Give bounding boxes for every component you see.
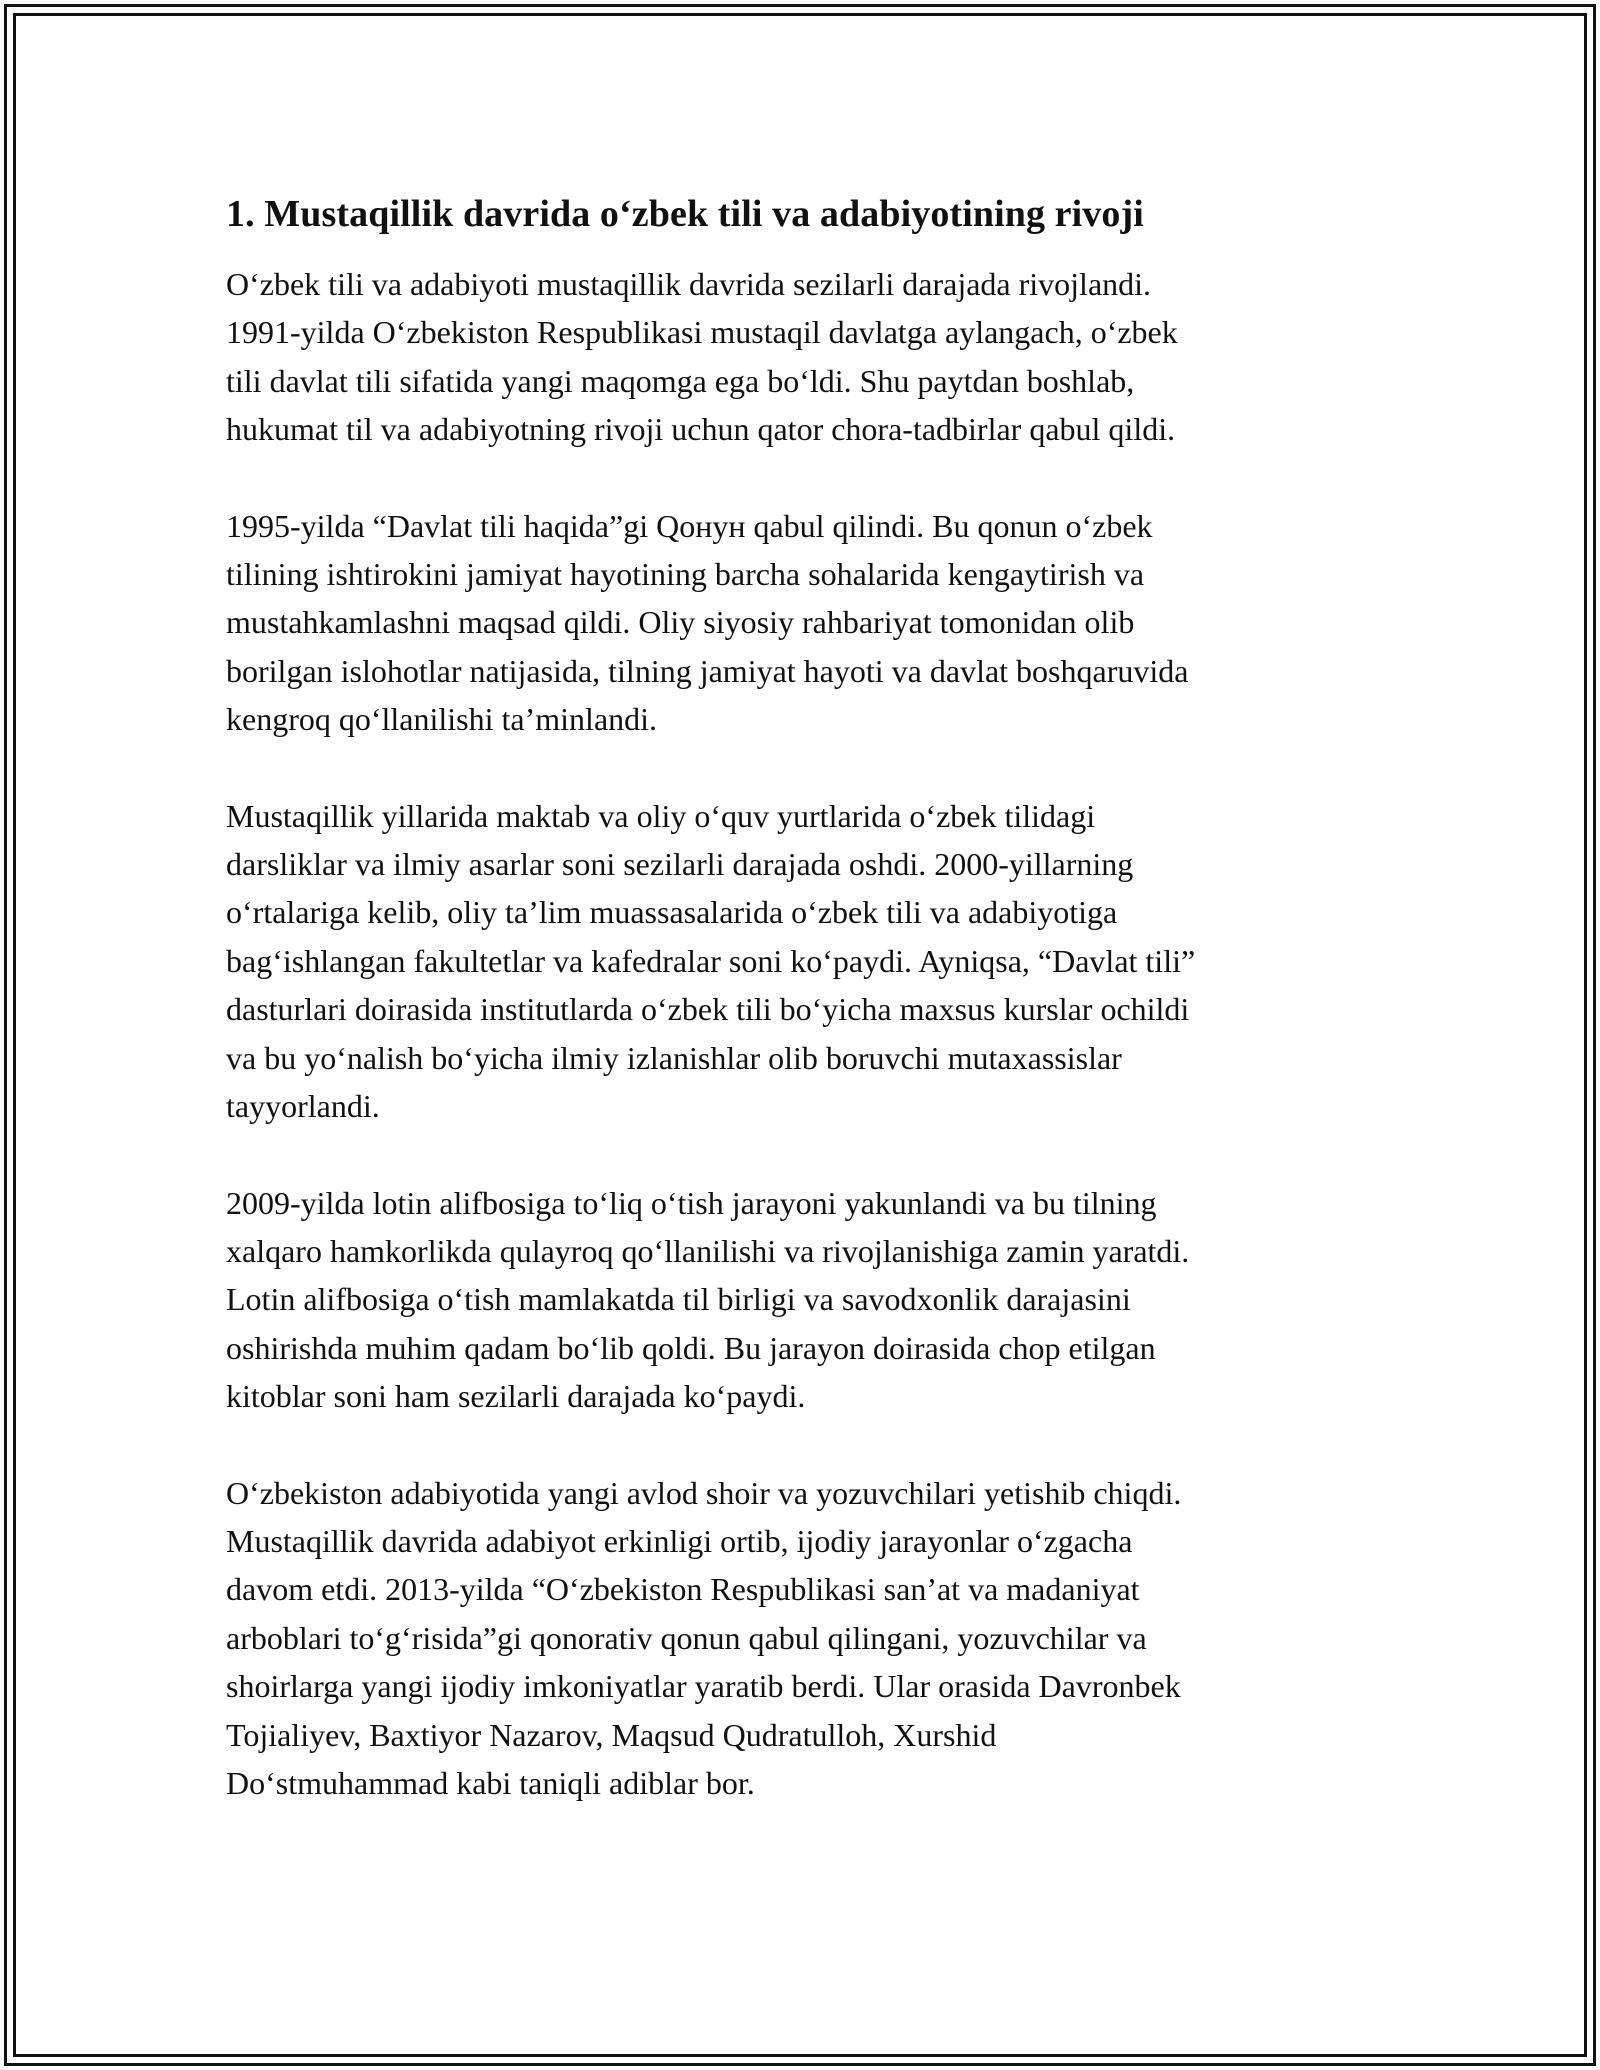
paragraph-1 <box>226 260 1366 454</box>
paragraph-line: Lotin alifbosiga o‘tish mamlakatda til birligi va savodxonlik darajasini <box>226 1281 1131 1318</box>
paragraph-line: tayyorlandi. <box>226 1088 380 1125</box>
paragraph-line: Do‘stmuhammad kabi taniqli adiblar bor. <box>226 1764 755 1801</box>
paragraph-line: o‘rtalariga kelib, oliy ta’lim muassasalarida o‘zbek tili va adabiyotiga <box>226 894 1118 931</box>
paragraph-line: shoirlarga yangi ijodiy imkoniyatlar yaratib berdi. Ular orasida Davronbek <box>226 1668 1181 1705</box>
document-body <box>226 186 1366 1855</box>
paragraph-line: Tojialiyev, Baxtiyor Nazarov, Maqsud Qudratulloh, Xurshid <box>226 1716 997 1753</box>
paragraph-line: hukumat til va adabiyotning rivoji uchun qator chora-tadbirlar qabul qildi. <box>226 411 1176 448</box>
paragraph-line: arboblari to‘g‘risida”gi qonorativ qonun qabul qilingani, yozuvchilar va <box>226 1619 1147 1656</box>
paragraph-4 <box>226 1179 1366 1421</box>
paragraph-3 <box>226 792 1366 1131</box>
paragraph-line: dasturlari doirasida institutlarda o‘zbek tili bo‘yicha maxsus kurslar ochildi <box>226 991 1190 1028</box>
paragraph-line: Mustaqillik davrida adabiyot erkinligi ortib, ijodiy jarayonlar o‘zgacha <box>226 1522 1133 1559</box>
paragraph-line: darsliklar va ilmiy asarlar soni sezilarli darajada oshdi. 2000-yillarning <box>226 846 1134 883</box>
section-title: 1. Mustaqillik davrida o‘zbek tili va adabiyotining rivoji <box>226 193 1144 235</box>
paragraph-line: tilining ishtirokini jamiyat hayotining barcha sohalarida kengaytirish va <box>226 556 1145 593</box>
paragraph-line: xalqaro hamkorlikda qulayroq qo‘llanilishi va rivojlanishiga zamin yaratdi. <box>226 1232 1190 1269</box>
paragraph-line: O‘zbek tili va adabiyoti mustaqillik davrida sezilarli darajada rivojlandi. <box>226 266 1152 302</box>
paragraph-line: 1991-yilda O‘zbekiston Respublikasi mustaqil davlatga aylangach, o‘zbek <box>226 314 1178 351</box>
paragraph-line: tili davlat tili sifatida yangi maqomga ega bo‘ldi. Shu paytdan boshlab, <box>226 362 1135 399</box>
paragraph-line: 2009-yilda lotin alifbosiga to‘liq o‘tish jarayoni yakunlandi va bu tilning <box>226 1184 1157 1221</box>
paragraph-line: Mustaqillik yillarida maktab va oliy o‘quv yurtlarida o‘zbek tilidagi <box>226 797 1096 834</box>
paragraph-5 <box>226 1469 1366 1808</box>
paragraph-line: kitoblar soni ham sezilarli darajada ko‘paydi. <box>226 1378 806 1415</box>
paragraph-line: 1995-yilda “Davlat tili haqida”gi Qонун qabul qilindi. Bu qonun o‘zbek <box>226 507 1153 544</box>
paragraph-line: borilgan islohotlar natijasida, tilning jamiyat hayoti va davlat boshqaruvida <box>226 652 1189 689</box>
paragraph-line: oshirishda muhim qadam bo‘lib qoldi. Bu jarayon doirasida chop etilgan <box>226 1329 1156 1366</box>
paragraph-line: mustahkamlashni maqsad qildi. Oliy siyosiy rahbariyat tomonidan olib <box>226 604 1135 641</box>
paragraph-line: va bu yo‘nalish bo‘yicha ilmiy izlanishlar olib boruvchi mutaxassislar <box>226 1039 1122 1076</box>
paragraph-line: kengroq qo‘llanilishi ta’minlandi. <box>226 701 658 738</box>
paragraph-line: O‘zbekiston adabiyotida yangi avlod shoir va yozuvchilari yetishib chiqdi. <box>226 1474 1182 1511</box>
paragraph-2 <box>226 502 1366 744</box>
paragraph-line: davom etdi. 2013-yilda “O‘zbekiston Respublikasi san’at va madaniyat <box>226 1571 1140 1608</box>
paragraph-line: bag‘ishlangan fakultetlar va kafedralar soni ko‘paydi. Ayniqsa, “Davlat tili” <box>226 942 1196 979</box>
